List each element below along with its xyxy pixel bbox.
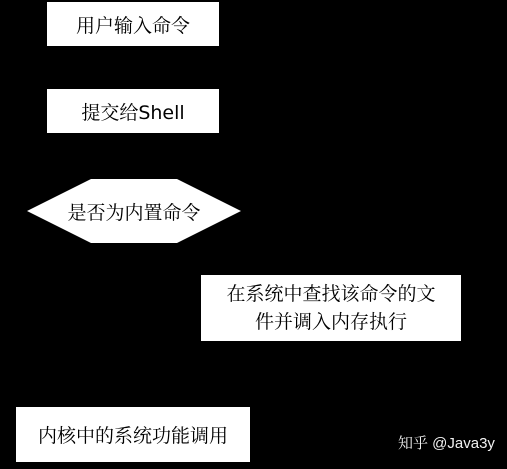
decision-label: 是否为内置命令 <box>67 201 201 224</box>
step-submit-to-shell <box>47 89 219 133</box>
step-submit-to-shell-label: 提交给Shell <box>81 101 185 124</box>
decision-builtin-command <box>27 179 241 243</box>
step-user-input-label: 用户输入命令 <box>75 14 190 37</box>
step-kernel-system-call-label: 内核中的系统功能调用 <box>37 425 228 447</box>
step-user-input <box>47 2 219 46</box>
step-search-line-2: 件并调入内存执行 <box>254 311 407 333</box>
watermark <box>398 430 495 454</box>
step-search-and-load <box>201 275 461 341</box>
watermark-text: 知乎 @Java3y <box>398 434 495 452</box>
step-search-line-1: 在系统中查找该命令的文 <box>226 283 436 305</box>
step-kernel-system-call <box>16 407 250 462</box>
